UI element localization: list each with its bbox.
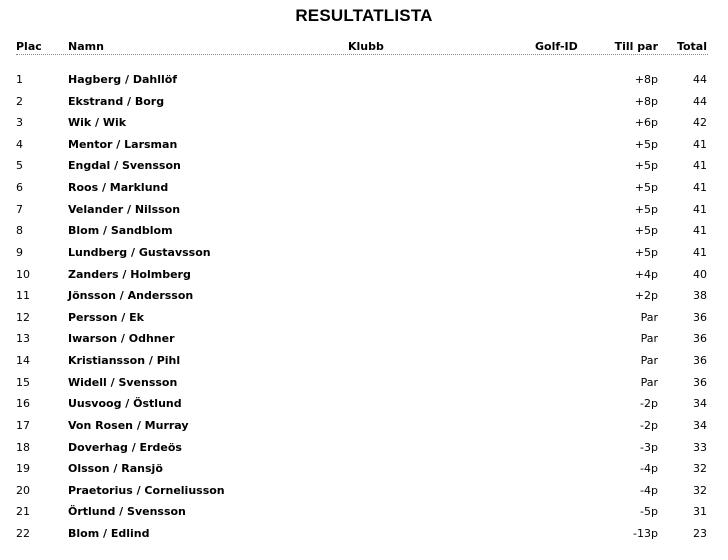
placement-cell: 6: [16, 181, 23, 195]
team-name-cell: Olsson / Ransjö: [68, 462, 163, 476]
column-header-total: Total: [676, 40, 707, 53]
total-cell: 41: [693, 245, 707, 259]
placement-cell: 4: [16, 137, 23, 151]
team-name-cell: Zanders / Holmberg: [68, 267, 191, 281]
table-row: [0, 505, 728, 527]
total-cell: 34: [693, 418, 707, 432]
till-par-cell: +4p: [634, 267, 658, 281]
total-cell: 41: [693, 224, 707, 238]
total-cell: 36: [693, 310, 707, 324]
till-par-cell: +5p: [634, 159, 658, 173]
till-par-cell: +5p: [634, 245, 658, 259]
table-row: [0, 441, 728, 463]
placement-cell: 7: [16, 202, 23, 216]
placement-cell: 5: [16, 159, 23, 173]
till-par-cell: -13p: [633, 527, 658, 541]
placement-cell: 22: [16, 527, 30, 541]
team-name-cell: Praetorius / Corneliusson: [68, 483, 225, 497]
team-name-cell: Örtlund / Svensson: [68, 505, 186, 519]
header-divider: [16, 54, 708, 55]
total-cell: 44: [693, 94, 707, 108]
column-header-till-par: Till par: [614, 40, 658, 53]
placement-cell: 16: [16, 397, 30, 411]
till-par-cell: -5p: [640, 505, 658, 519]
total-cell: 36: [693, 354, 707, 368]
table-row: [0, 246, 728, 268]
placement-cell: 17: [16, 418, 30, 432]
team-name-cell: Blom / Sandblom: [68, 224, 173, 238]
total-cell: 38: [693, 289, 707, 303]
table-row: [0, 462, 728, 484]
till-par-cell: -4p: [640, 483, 658, 497]
total-cell: 42: [693, 116, 707, 130]
team-name-cell: Hagberg / Dahllöf: [68, 73, 178, 86]
column-header-namn: Namn: [68, 40, 104, 53]
table-row: [0, 527, 728, 549]
team-name-cell: Von Rosen / Murray: [68, 418, 189, 432]
placement-cell: 19: [16, 462, 30, 476]
total-cell: 33: [693, 440, 707, 454]
table-row: [0, 332, 728, 354]
table-row: [0, 159, 728, 181]
team-name-cell: Blom / Edlind: [68, 527, 150, 541]
team-name-cell: Jönsson / Andersson: [68, 289, 194, 303]
team-name-cell: Lundberg / Gustavsson: [68, 245, 211, 259]
till-par-cell: +6p: [634, 116, 658, 130]
team-name-cell: Engdal / Svensson: [68, 159, 181, 173]
till-par-cell: Par: [640, 354, 658, 368]
team-name-cell: Uusvoog / Östlund: [68, 397, 182, 411]
placement-cell: 13: [16, 332, 30, 346]
table-row: [0, 354, 728, 376]
table-row: [0, 138, 728, 160]
team-name-cell: Wik / Wik: [68, 116, 127, 130]
team-name-cell: Widell / Svensson: [68, 375, 178, 389]
total-cell: 41: [693, 159, 707, 173]
team-name-cell: Mentor / Larsman: [68, 137, 178, 151]
team-name-cell: Doverhag / Erdeös: [68, 440, 182, 454]
placement-cell: 12: [16, 310, 30, 324]
table-row: [0, 224, 728, 246]
table-row: [0, 376, 728, 398]
total-cell: 41: [693, 202, 707, 216]
total-cell: 34: [693, 397, 707, 411]
table-row: [0, 397, 728, 419]
team-name-cell: Kristiansson / Pihl: [68, 354, 181, 368]
column-header-klubb: Klubb: [348, 40, 384, 53]
till-par-cell: Par: [640, 310, 658, 324]
till-par-cell: +5p: [634, 181, 658, 195]
team-name-cell: Iwarson / Odhner: [68, 332, 175, 346]
team-name-cell: Persson / Ek: [68, 310, 144, 324]
till-par-cell: -2p: [640, 397, 658, 411]
placement-cell: 9: [16, 245, 23, 259]
table-row: [0, 419, 728, 441]
column-header-plac: Plac: [16, 40, 42, 53]
placement-cell: 20: [16, 483, 30, 497]
placement-cell: 11: [16, 289, 30, 303]
placement-cell: 3: [16, 116, 23, 130]
total-cell: 32: [693, 483, 707, 497]
placement-cell: 14: [16, 354, 30, 368]
total-cell: 44: [693, 73, 707, 86]
total-cell: 32: [693, 462, 707, 476]
total-cell: 23: [693, 527, 707, 541]
placement-cell: 10: [16, 267, 30, 281]
till-par-cell: -2p: [640, 418, 658, 432]
total-cell: 41: [693, 137, 707, 151]
total-cell: 41: [693, 181, 707, 195]
till-par-cell: +5p: [634, 137, 658, 151]
table-row: [0, 116, 728, 138]
table-row: [0, 73, 728, 95]
total-cell: 31: [693, 505, 707, 519]
team-name-cell: Roos / Marklund: [68, 181, 169, 195]
total-cell: 36: [693, 375, 707, 389]
placement-cell: 2: [16, 94, 23, 108]
page-title: RESULTATLISTA: [295, 6, 433, 25]
total-cell: 40: [693, 267, 707, 281]
table-row: [0, 181, 728, 203]
table-row: [0, 289, 728, 311]
placement-cell: 8: [16, 224, 23, 238]
table-row: [0, 484, 728, 506]
placement-cell: 1: [16, 73, 23, 86]
till-par-cell: +8p: [634, 94, 658, 108]
column-header-golf-id: Golf-ID: [535, 40, 578, 53]
till-par-cell: Par: [640, 375, 658, 389]
placement-cell: 15: [16, 375, 30, 389]
table-row: [0, 203, 728, 225]
till-par-cell: +2p: [634, 289, 658, 303]
table-row: [0, 268, 728, 290]
table-row: [0, 311, 728, 333]
total-cell: 36: [693, 332, 707, 346]
placement-cell: 21: [16, 505, 30, 519]
till-par-cell: Par: [640, 332, 658, 346]
team-name-cell: Ekstrand / Borg: [68, 94, 165, 108]
till-par-cell: -3p: [640, 440, 658, 454]
table-row: [0, 95, 728, 117]
team-name-cell: Velander / Nilsson: [68, 202, 181, 216]
till-par-cell: +5p: [634, 224, 658, 238]
till-par-cell: -4p: [640, 462, 658, 476]
placement-cell: 18: [16, 440, 30, 454]
till-par-cell: +5p: [634, 202, 658, 216]
till-par-cell: +8p: [634, 73, 658, 86]
